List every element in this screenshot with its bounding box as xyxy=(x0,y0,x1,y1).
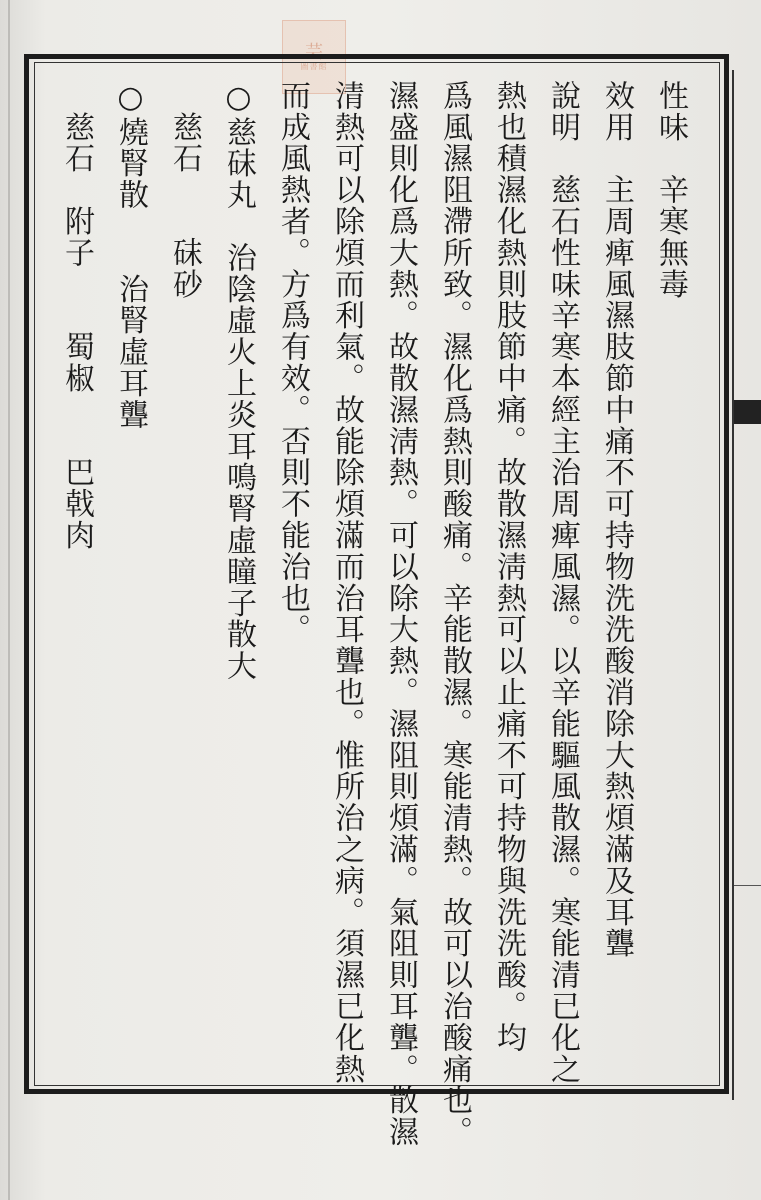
column-explanation-3: 爲風濕阻滯所致。濕化爲熱則酸痛。辛能散濕。寒能清熱。故可以治酸痛也。 xyxy=(437,80,472,1148)
column-explanation-5: 清熱可以除煩而利氣。故能除煩滿而治耳聾也。惟所治之病。須濕已化熱 xyxy=(329,80,364,1085)
column-properties: 性味 辛寒無毒 xyxy=(653,80,688,300)
column-recipe-1-ingredients: 慈石 砞砂 xyxy=(167,80,202,300)
column-explanation-6: 而成風熱者。方爲有效。否則不能治也。 xyxy=(275,80,310,646)
library-seal: 芸 圖書館 xyxy=(282,20,346,94)
divider-line xyxy=(734,885,761,886)
column-explanation-1: 說明 慈石性味辛寒本經主治周痺風濕。以辛能驅風散濕。寒能清已化之 xyxy=(545,80,580,1085)
column-explanation-4: 濕盛則化爲大熱。故散濕淸熱。可以除大熱。濕阻則煩滿。氣阻則耳聾。散濕 xyxy=(383,80,418,1148)
column-recipe-2-ingredients: 慈石 附子 蜀椒 巴戟肉 xyxy=(59,80,94,551)
column-efficacy: 效用 主周痺風濕肢節中痛不可持物洗洗酸消除大熱煩滿及耳聾 xyxy=(599,80,634,960)
adjacent-page-edge xyxy=(732,70,761,1100)
text-columns xyxy=(49,80,697,1148)
fishtail-mark xyxy=(734,400,761,424)
column-recipe-2-title: ○燒腎散 治腎虛耳聾 xyxy=(113,80,148,431)
column-recipe-1-title: ○慈砞丸 治陰虛火上炎耳鳴腎虛瞳子散大 xyxy=(221,80,256,682)
column-explanation-2: 熱也積濕化熱則肢節中痛。故散濕淸熱可以止痛不可持物與洗洗酸。均 xyxy=(491,80,526,1054)
page-edge xyxy=(8,0,10,1200)
